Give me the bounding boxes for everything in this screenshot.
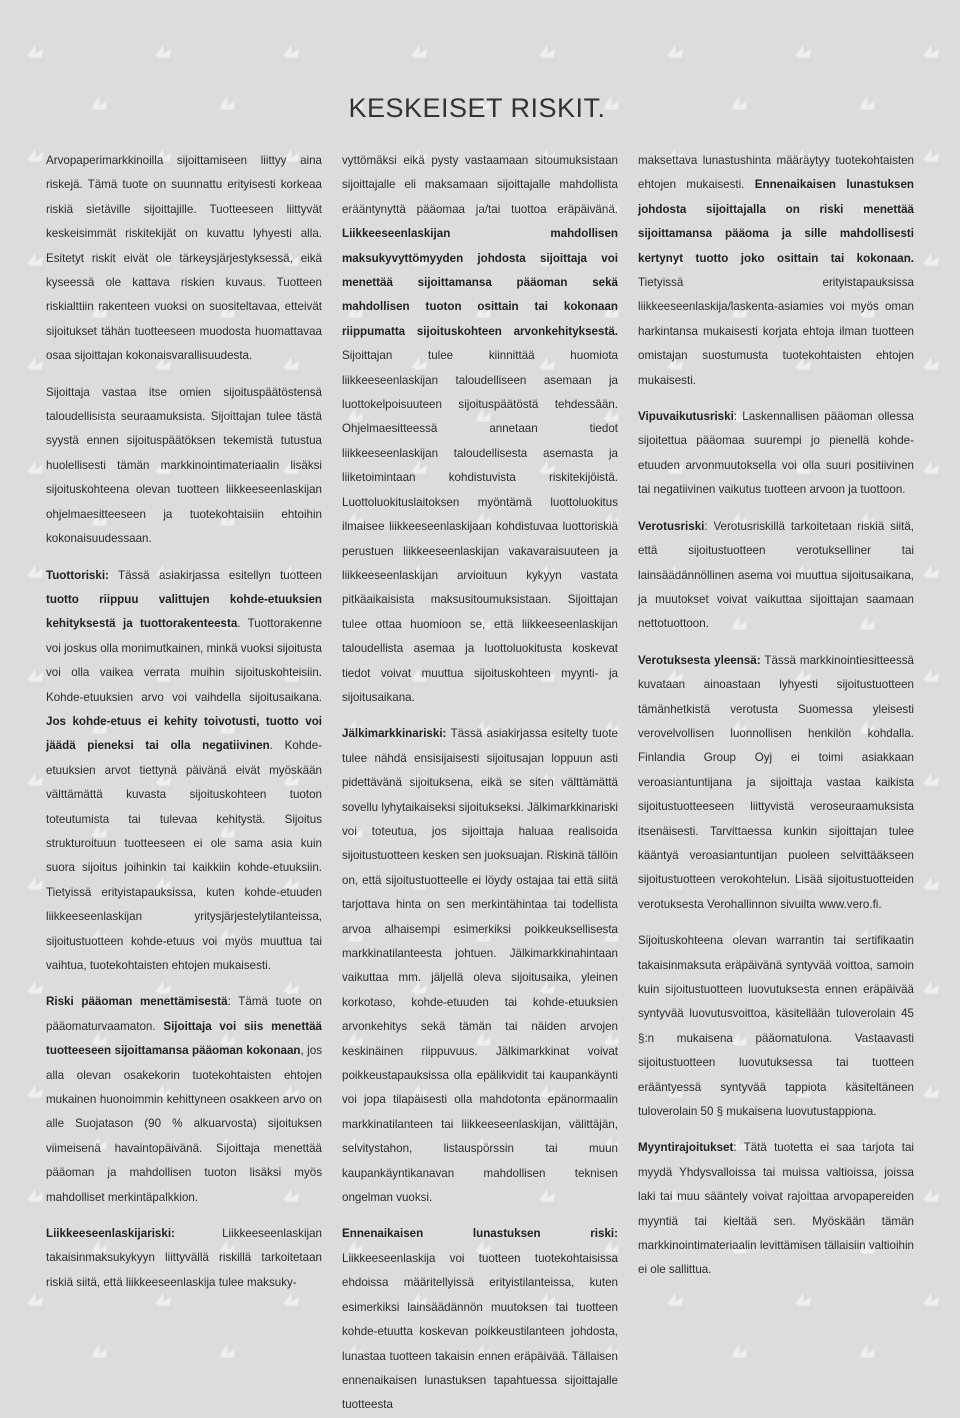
leverage-risk-paragraph [638,405,914,503]
text-run: : Tämä tuote on pääomaturvaamaton. [46,995,322,1033]
bold-run: Liikkeeseenlaskijan mahdollisen maksukyvyttömyyden johdosta sijoittaja voi menettää sijoittamansa pääoman sekä mahdollisen tuoton osittain tai kokonaan riippumatta sijoituskohteen arvonkehityksestä. [342,227,618,338]
bird-icon [92,1345,107,1358]
text-run: Liikkeeseenlaskijan takaisinmaksukykyyn liittyvällä riskillä tarkoitetaan riskiä siitä, että liikkeeseenlaskija tulee maksuky- [46,1227,322,1289]
bird-icon [796,1293,811,1306]
early-redemption-risk-heading: Ennenaikaisen lunastuksen riski: [342,1227,618,1241]
bird-icon [732,1345,747,1358]
text-run: . Kohde-etuuksien arvot tiettynä päivänä eivät myöskään välttämättä kuvasta sijoituskohteen tuoton toteutumista tai tulevaa kehitystä. Sijoitus strukturoituun tuotteeseen ei ole sama asia kuin suora sijoitus joihinkin tai kaikkiin kohde-etuuksiin. Tietyissä erityistapauksissa, kuten kohde-etuuden liikkeeseenlaskijan yritysjärjestelytilanteissa, sijoitustuotteen kohde-etuus voi myös muuttua tai vaihtua, tuotekohtaisten ehtojen mukaisesti. [46,739,322,972]
taxation-general-heading: Verotuksesta yleensä: [638,653,761,667]
bird-icon [924,669,939,682]
text-run: . Tuottorakenne voi joskus olla monimutkainen, minkä vuoksi sijoitusta voi olla vaikea verrata muihin sijoituskohteisiin. Kohde-etuuksien arvo voi vaihdella sijoitusaikana. [46,617,322,704]
bird-icon [732,97,747,110]
capital-loss-risk-paragraph [46,990,322,1210]
bird-icon [860,1345,875,1358]
early-redemption-continued-paragraph [638,149,914,393]
bird-icon [924,461,939,474]
bird-icon [860,97,875,110]
bird-icon [412,45,427,58]
sales-restrictions-heading: Myyntirajoitukset [638,1141,734,1155]
taxation-general-paragraph [638,649,914,917]
bird-icon [668,45,683,58]
bird-icon [924,981,939,994]
page-title: KESKEISET RISKIT. [348,93,606,123]
bird-icon [28,1189,43,1202]
secondary-market-risk-paragraph [342,722,618,1210]
bold-run: tuotto riippuu valittujen kohde-etuuksien kehityksestä ja tuottorakenteesta [46,592,322,631]
bird-icon [28,669,43,682]
issuer-risk-heading: Liikkeeseenlaskijariski: [46,1227,175,1241]
bird-icon [92,97,107,110]
text-run: Tässä markkinointiesitteessä kuvataan ainoastaan lyhyesti sijoitustuotteen tämänhetkistä verotusta Suomessa yleisesti verovelvollisen luonnollisen henkilön kohdalla. Finlandia Group Oyj ei toimi asiakkaan veroasiantuntijana ja sijoittaja vastaa kaikista sijoitustuotteeseen liittyvistä veroseuraamuksista itsenäisesti. Tarvittaessa kunkin sijoittajan tulee kääntyä veroasiantuntijan puoleen selvittääkseen sijoitustuotteen verokohtelun. Lisää sijoitustuotteiden verotuksesta Verohallinnon sivuilta www.vero.fi. [638,653,914,911]
bird-icon [924,45,939,58]
bird-icon [924,357,939,370]
bird-icon [220,1345,235,1358]
intro-paragraph: Arvopaperimarkkinoilla sijoittamiseen liittyy aina riskejä. Tämä tuote on suunnattu erityisesti korkeaa riskiä sietäville sijoittajille. Tuotteeseen liittyvät keskeisimmät riskitekijät on kuvattu lyhyesti alla. Esitetyt riskit eivät ole tärkeysjärjestyksessä, eikä kyseessä ole kattava riskien kuvaus. Tuotteen riskialttiin rakenteen vuoksi on suositeltavaa, etteivät sijoitukset tähän tuotteeseen muodosta huomattavaa osaa sijoittajan kokonaisvarallisuudesta. [46,154,322,363]
bird-icon [924,877,939,890]
bird-icon [28,45,43,58]
text-run: : Tätä tuotetta ei saa tarjota tai myydä Yhdysvalloissa tai muissa valtioissa, joissa laki tai muu sääntely voivat rajoittaa arvopapereiden myyntiä tai kieltää sen. Myöskään tämän markkinointimateriaalin levittämisen tällaisiin valtioihin ei ole sallittua. [638,1141,914,1277]
text-run: , jos alla olevan osakekorin tuotekohtaisten ehtojen mukainen huonoimmin kehittyneen osakkeen arvo on alle Suojatason (90 % alkuarvosta) sijoituksen viimeisenä havaintopäivänä. Sijoittaja menettää pääoman ja mahdollisen tuoton lisäksi myös mahdolliset merkintäpalkkion. [46,1044,322,1204]
issuer-risk-continued-paragraph [342,149,618,710]
bold-run: Sijoittaja voi siis menettää tuotteeseen sijoittamansa pääoman kokonaan [46,1019,322,1058]
bird-icon [220,97,235,110]
secondary-market-risk-heading: Jälkimarkkinariski: [342,727,447,741]
sales-restrictions-paragraph [638,1136,914,1282]
capital-income-paragraph: Sijoituskohteena olevan warrantin tai sertifikaatin takaisinmaksuta eräpäivänä syntyvää voittoa, samoin kuin sijoitustuotteen luovutuksesta ennen eräpäivää syntyvää luovutusvoittoa, käsitellään tuloverolain 45 §:n mukaisena pääomatulona. Vastaavasti sijoitustuotteen luovutuksessa tai tuotteen erääntyessä syntyvää tappiota käsiteltäneen tuloverolain 50 § mukaisena luovutustappiona. [638,934,914,1119]
bird-icon [28,773,43,786]
text-run: : Laskennallisen pääoman ollessa sijoitettua pääomaa suurempi jo pienellä kohde-etuuden arvonmuutoksella voi olla suuri positiivinen tai negatiivinen vaikutus tuotteen arvoon ja tuottoon. [638,410,914,497]
bird-icon [796,45,811,58]
yield-risk-heading: Tuottoriski: [46,568,109,582]
bird-icon [28,1085,43,1098]
early-redemption-risk-paragraph [342,1222,618,1417]
capital-loss-risk-heading: Riski pääoman menettämisestä [46,995,228,1009]
bird-icon [28,565,43,578]
text-run: Tässä asiakirjassa esitellyn tuotteen [108,568,322,582]
column-right [638,149,914,1283]
bird-icon [924,1085,939,1098]
text-run: maksettava lunastushinta määräytyy tuotekohtaisten ehtojen mukaisesti. [638,154,914,192]
text-run: Tässä asiakirjassa esitelty tuote tulee nähdä ensisijaisesti sijoitusajan loppuun asti pidettävänä sijoituksena, eikä se siten välttämättä sovellu lyhytaikaiseksi sijoitukseksi. Jälkimarkkinariski voi toteutua, jos sijoittaja haluaa realisoida sijoitustuotteen kesken sen juoksuajan. Riskinä tällöin on, että sijoitustuotteelle ei löydy ostajaa tai että siitä tarjottava hinta on sen merkintähintaa tai todellista arvoa alhaisempi esimerkiksi poikkeuksellisesta markkinatilanteesta johtuen. Jälkimarkkinahintaan vaikuttaa mm. jäljellä oleva sijoitusaika, yleinen korkotaso, kohde-etuuden tai kohde-etuuksien arvonkehitys sekä tämän tai näiden arvojen keskinäinen riippuvuus. Jälkimarkkinat voivat poikkeustapauksissa olla epälikvidit tai kaupankäynti voi jopa tilapäisesti olla mahdotonta epänormaalin markkinatilanteen tai liikkeeseenlaskijan, välittäjän, selvitystahon, listauspörssin tai muun kaupankäyntikanavan mahdollisen teknisen ongelman vuoksi. [342,727,618,1205]
column-left [46,149,322,1295]
bird-icon [28,877,43,890]
bird-icon [924,565,939,578]
bird-icon [28,253,43,266]
yield-risk-paragraph [46,564,322,979]
bold-run: Ennenaikaisen lunastuksen johdosta sijoittajalla on riski menettää sijoittamansa pääoma ja sille mahdollisesti kertynyt tuotto joko osittain tai kokonaan. [638,178,914,265]
bold-run: Jos kohde-etuus ei kehity toivotusti, tuotto voi jäädä pieneksi tai olla negatiivinen [46,714,322,753]
bird-icon [540,45,555,58]
leverage-risk-heading: Vipuvaikutusriski [638,410,734,424]
bird-icon [28,981,43,994]
issuer-risk-paragraph [46,1222,322,1295]
text-run: Tietyissä erityistapauksissa liikkeeseenlaskija/laskenta-asiamies voi myös oman harkintansa mukaisesti korjata ehtoja ilman tuotteen omistajan suostumusta tuotekohtaisten ehtojen mukaisesti. [638,276,914,387]
tax-risk-heading: Verotusriski [638,519,705,533]
bird-icon [28,1293,43,1306]
bird-icon [28,149,43,162]
bird-icon [924,773,939,786]
bird-icon [668,1293,683,1306]
bird-icon [28,357,43,370]
tax-risk-paragraph [638,515,914,637]
text-run: vyttömäksi eikä pysty vastaamaan sitoumuksistaan sijoittajalle eli maksamaan sijoittajalle mahdollista erääntynyttä pääomaa ja/tai tuottoa eräpäivänä. [342,154,618,216]
bird-icon [924,253,939,266]
responsibility-paragraph: Sijoittaja vastaa itse omien sijoituspäätöstensä taloudellisista seuraamuksista. Sijoittajan tulee tästä syystä ennen sijoituspäätöksen tekemistä tutustua huolellisesti tämän markkinointimateriaalin lisäksi sijoituskohteena olevan tuotteen liikkeeseenlaskijan ohjelmaesitteeseen ja tuotekohtaisiin ehtoihin kokonaisuudessaan. [46,385,322,546]
bird-icon [924,1293,939,1306]
column-middle [342,149,618,1418]
bird-icon [28,461,43,474]
text-run: Liikkeeseenlaskija voi tuotteen tuotekohtaisissa ehdoissa määritellyissä erityistilanteissa, kuten esimerkiksi lainsäädännön muutoksen tai tuotteen kohde-etuutta koskevan poikkeustilanteen johdosta, lunastaa tuotteen takaisin ennen eräpäivää. Tällaisen ennenaikaisen lunastuksen tapahtuessa sijoittajalle tuotteesta [342,1251,618,1412]
text-run: : Verotusriskillä tarkoitetaan riskiä siitä, että sijoitustuotteen verotukselliner tai lainsäädännöllinen asema voi muuttua sijoitusaikana, ja muutokset voivat vaikuttaa sijoittajan saamaan nettotuottoon. [638,519,914,631]
bird-icon [924,149,939,162]
bird-icon [284,45,299,58]
text-run: Sijoittajan tulee kiinnittää huomiota liikkeeseenlaskijan taloudelliseen asemaan ja luottokelpoisuuteen sijoituspäätöstä tehdessään. Ohjelmaesitteessä annetaan tiedot liikkeeseenlaskijan taloudellisesta asemasta ja liiketoimintaan kohdistuvista riskitekijöistä. Luottoluokituslaitoksen myöntämä luottoluokitus ilmaisee liikkeeseenlaskijaan kohdistuvaa luottoriskiä perustuen liikkeeseenlaskijan vakavaraisuuteen ja liikkeeseenlaskijan arvioituun kykyyn vastata pitkäaikaisista maksusitoumuksistaan. Sijoittajan tulee ottaa huomioon se, että liikkeeseenlaskijan taloudellista asemaa ja luottoluokitusta koskevat tiedot voivat muuttua sijoituskohteen myynti- ja sijoitusaikana. [342,349,618,704]
bird-icon [156,45,171,58]
bird-icon [924,1189,939,1202]
